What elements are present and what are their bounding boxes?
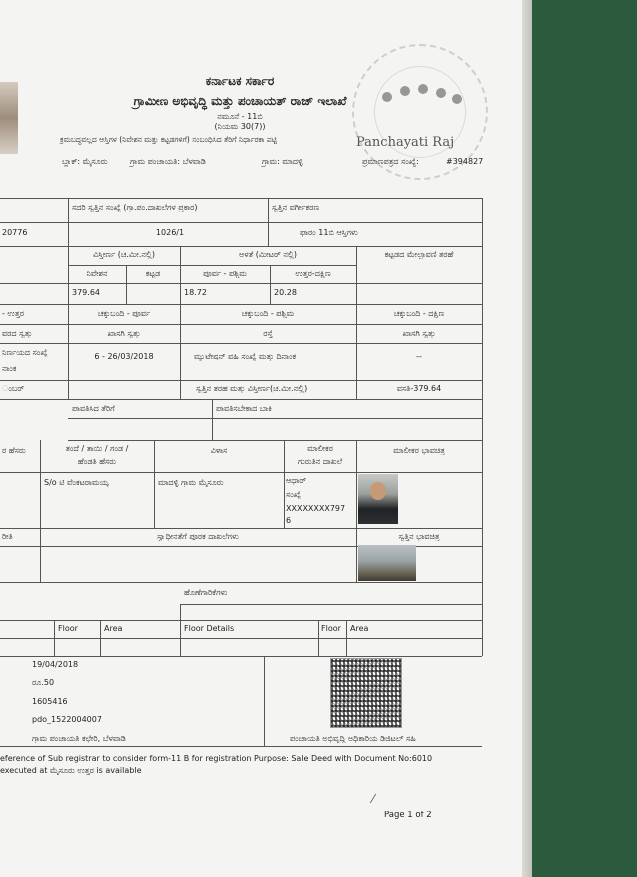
- aadhaar-number: XXXXXXXX797: [286, 504, 346, 513]
- father-name: S/o ಟಿ ವೆಂಕಟರಾಮಯ್ಯ: [44, 478, 110, 487]
- floor-details-col: Floor Details: [184, 624, 235, 633]
- east-west-value: 18.72: [184, 288, 207, 297]
- property-id: 20776: [2, 228, 28, 237]
- form-subtitle: ಕ್ರಮಬದ್ಧವಲ್ಲದ ಆಸ್ತಿಗಳ (ನಿವೇಶನ ಮತ್ತು ಕಟ್ಟಡಗಳಿಗೆ) ಸಂಬಂಧಿಸಿದ ತೆರಿಗೆ ನಿರ್ಧಾರಕಾ ಪಟ್ಟಿ: [60, 135, 278, 144]
- page-number: Page 1 of 2: [384, 811, 432, 820]
- north-boundary-label: - ಉತ್ತರ: [2, 309, 24, 318]
- mutation-value: --: [416, 352, 422, 361]
- owner-id-label-2: ಗುರುತಿನ ದಾಖಲೆ: [297, 457, 343, 466]
- owner-name-label: ರ ಹೆಸರು: [2, 446, 26, 455]
- certificate-number: #394827: [446, 157, 484, 166]
- building-label: ಕಟ್ಟಡ: [145, 269, 161, 278]
- pen-mark: ⁄: [372, 792, 375, 806]
- property-type-label: ಸ್ವತ್ತಿನ ತರಹ ಮತ್ತು ವಿಸ್ತೀರ್ಣ(ಚ.ಮೀ.ನಲ್ಲಿ): [196, 384, 308, 393]
- property-photo: [358, 545, 416, 581]
- gram-panchayat-label: ಗ್ರಾಮ ಪಂಚಾಯತಿ: ಬೆಳವಾಡಿ: [130, 157, 206, 166]
- property-class: ಫಾರಂ 11ಬಿ ಆಸ್ತಿಗಳು: [300, 228, 358, 237]
- usage-left-label: ಂಬರ್: [2, 384, 25, 393]
- owner-photo: [358, 474, 398, 524]
- taluk-label: ಬ್ಲಾಕ್: ಮೈಸೂರು: [62, 157, 108, 166]
- liabilities-label: ಹೊಣೆಗಾರಿಕೆಗಳು: [184, 588, 228, 597]
- property-photo-label: ಸ್ವತ್ತಿನ ಭಾವಚಿತ್ರ: [398, 532, 440, 541]
- east-boundary-value: ಖಾಸಗಿ ಸ್ವತ್ತು: [107, 329, 141, 338]
- qr-code: [330, 658, 402, 728]
- office-name: ಗ್ರಾಮ ಪಂಚಾಯತಿ ಕಛೇರಿ, ಬೆಳವಾಡಿ: [32, 734, 126, 743]
- left-photo-fragment: [0, 82, 18, 154]
- site-area-value: 379.64: [72, 288, 100, 297]
- owner-id-label-1: ಮಾಲೀಕರ: [307, 444, 333, 453]
- property-type-value: ವಸತಿ-379.64: [396, 384, 442, 393]
- dimensions-label: ಅಳತೆ (ಮೀಟರ್ ನಲ್ಲಿ): [239, 250, 297, 259]
- owner-photo-label: ಮಾಲೀಕರ ಭಾವಚಿತ್ರ: [393, 446, 445, 455]
- resolution-value: 6 - 26/03/2018: [94, 352, 154, 361]
- north-boundary-value: ವರದ ಸ್ವತ್ತು: [2, 329, 33, 338]
- building-roof-label: ಕಟ್ಟಡದ ಮೇಲ್ಛಾವಣಿ ತರಹೆ: [384, 250, 454, 259]
- registrar-note-1: eference of Sub registrar to consider form-11 B for registration Purpose: Sale Deed with Document No:6010: [0, 754, 433, 763]
- rule-number: (ನಿಯಮ 30(7)): [214, 122, 266, 131]
- tax-due-label: ಪಾವತಿಸಬೇಕಾದ ಬಾಕಿ: [216, 404, 272, 413]
- certificate-label: ಪ್ರಮಾಣಪತ್ರದ ಸಂಖ್ಯೆ:: [362, 157, 419, 166]
- father-label-2: ಹೆಂಡತಿ ಹೆಸರು: [77, 457, 117, 466]
- property-number: 1026/1: [155, 228, 185, 237]
- floor-col-1: Floor: [58, 624, 78, 633]
- south-boundary-label: ಚಕ್ಕುಬಂದಿ - ದಕ್ಷಿಣ: [393, 309, 445, 318]
- south-boundary-value: ಖಾಸಗಿ ಸ್ವತ್ತು: [402, 329, 436, 338]
- tax-paid-label: ಪಾವತಿಸಿದ ತೆರಿಗೆ: [72, 404, 115, 413]
- floor-col-2: Floor: [321, 624, 341, 633]
- extent-label: ವಿಸ್ತೀರ್ಣ (ಚ.ಮೀ.ನಲ್ಲಿ): [93, 250, 155, 259]
- site-label: ನಿವೇಶನ: [86, 269, 108, 278]
- aadhaar-label: ಆಧಾರ್: [286, 476, 307, 485]
- department-title: ಗ್ರಾಮೀಣ ಅಭಿವೃದ್ಧಿ ಮತ್ತು ಪಂಚಾಯತ್ ರಾಜ್ ಇಲಾಖೆ: [133, 94, 347, 108]
- property-number-label: ಸದರಿ ಸ್ವತ್ತಿನ ಸಂಖ್ಯೆ (ಗ್ರಾ.ಪಂ.ದಾಖಲೆಗಳ ಪ್ರಕಾರ): [72, 203, 198, 212]
- east-west-label: ಪೂರ್ವ - ಪಶ್ಚಿಮ: [203, 269, 247, 278]
- address-label: ವಿಳಾಸ: [210, 446, 228, 455]
- digital-signature-label: ಪಂಚಾಯತಿ ಅಭಿವೃದ್ಧಿ ಅಧಿಕಾರಿಯ ಡಿಜಿಟಲ್ ಸಹಿ: [290, 734, 416, 743]
- mutation-label: ಮ್ಯುಟೇಷನ್ ವಹಿ ಸಂಖ್ಯೆ ಮತ್ತು ದಿನಾಂಕ: [194, 352, 297, 361]
- form-number: ನಮೂನೆ - 11ಬಿ: [217, 112, 263, 121]
- ownership-docs-label: ಸ್ವಾಧೀನತೆಗೆ ಪೂರಕ ದಾಖಲೆಗಳು: [157, 532, 239, 541]
- seal-text: Panchayati Raj: [356, 135, 455, 150]
- area-col-1: Area: [104, 624, 123, 633]
- north-south-label: ಉತ್ತರ-ದಕ್ಷಿಣ: [295, 269, 331, 278]
- ownership-mode-label: ರೀತಿ: [2, 532, 13, 541]
- fee: ರೂ.50: [32, 678, 55, 687]
- property-class-label: ಸ್ವತ್ತಿನ ವರ್ಗೀಕರಣ: [272, 203, 320, 212]
- area-col-2: Area: [350, 624, 369, 633]
- north-south-value: 20.28: [274, 288, 297, 297]
- resolution-number-label: ನಿರ್ಣಯದ ಸಂಖ್ಯೆ: [2, 348, 48, 357]
- aadhaar-number-tail: 6: [286, 516, 292, 525]
- village-label: ಗ್ರಾಮ: ಮಾದಳ್ಳಿ: [262, 157, 303, 166]
- father-label-1: ತಂದೆ / ತಾಯಿ / ಗಂಡ /: [65, 444, 129, 453]
- east-boundary-label: ಚಕ್ಕುಬಂದಿ - ಪೂರ್ವ: [97, 309, 151, 318]
- pdo-id: pdo_1522004007: [32, 715, 102, 724]
- owner-address: ಮಾದಳ್ಳಿ ಗ್ರಾಮ ಮೈಸೂರು: [158, 478, 224, 487]
- govt-title: ಕರ್ನಾಟಕ ಸರ್ಕಾರ: [205, 74, 275, 88]
- west-boundary-value: ರಸ್ತೆ: [263, 329, 273, 338]
- receipt-number: 1605416: [32, 697, 68, 706]
- registrar-note-2: executed at ಮೈಸೂರು ಉತ್ತರ is available: [0, 766, 142, 775]
- page-edge: [522, 0, 532, 877]
- west-boundary-label: ಚಕ್ಕುಬಂದಿ - ಪಶ್ಚಿಮ: [241, 309, 295, 318]
- issue-date: 19/04/2018: [32, 660, 79, 669]
- resolution-date-label: ನಾಂಕ: [2, 364, 17, 373]
- aadhaar-number-label: ಸಂಖ್ಯೆ: [286, 490, 302, 499]
